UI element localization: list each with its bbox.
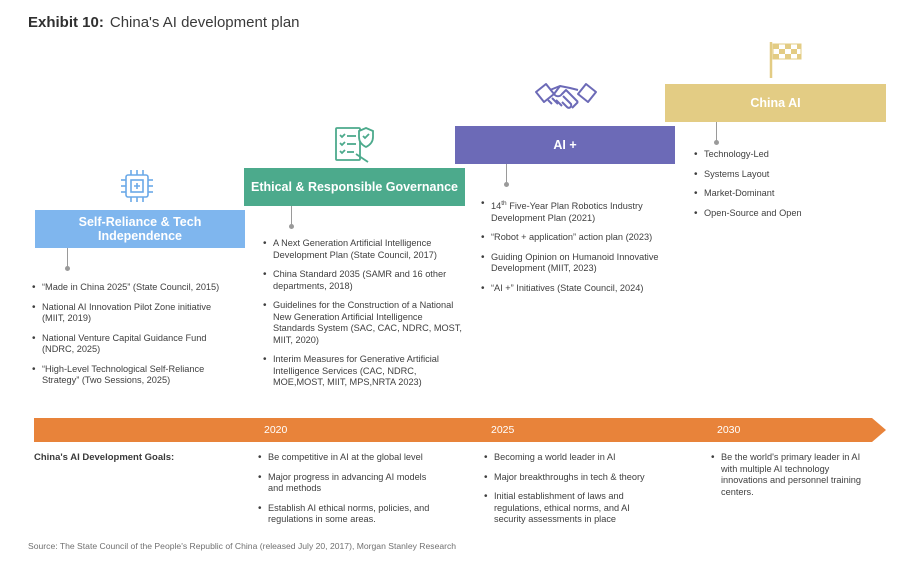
source-note: Source: The State Council of the People's Republic of China (released July 20, 2017), Morgan Stanley Research — [28, 541, 457, 551]
list-item: • Major breakthroughs in tech & theory — [484, 472, 659, 484]
year-label: 2025 — [491, 424, 515, 436]
goals-2020-list — [258, 452, 438, 534]
list-item: • National Venture Capital Guidance Fund (NDRC, 2025) — [32, 333, 232, 356]
circuit-chip-icon — [117, 166, 157, 206]
list-item: • A Next Generation Artificial Intelligence Development Plan (State Council, 2017) — [263, 238, 463, 261]
connector-dot — [289, 224, 294, 229]
list-item: • Be the world's primary leader in AI with multiple AI technology innovations and personnel training centers. — [711, 452, 876, 498]
list-item: • “High-Level Technological Self-Reliance Strategy” (Two Sessions, 2025) — [32, 364, 232, 387]
stage-china-ai: China AI — [665, 84, 886, 122]
list-item: • Guidelines for the Construction of a National New Generation Artificial Intelligence Standards System (SAC, CAC, NDRC, MOST, MIIT, 2020) — [263, 300, 463, 346]
connector-dot — [504, 182, 509, 187]
list-item: • “Made in China 2025” (State Council, 2015) — [32, 282, 232, 294]
list-item: • Technology-Led — [694, 149, 874, 161]
list-item: • Systems Layout — [694, 169, 874, 181]
stage-ethical-governance: Ethical & Responsible Governance — [244, 168, 465, 206]
year-label: 2020 — [264, 424, 288, 436]
connector-line — [716, 122, 717, 142]
list-item: • “AI +” Initiatives (State Council, 2024) — [481, 283, 671, 295]
connector-line — [506, 164, 507, 184]
handshake-icon — [534, 80, 598, 120]
timeline-arrow — [34, 418, 886, 442]
exhibit-label: Exhibit 10: — [28, 14, 104, 31]
stage-ai-plus: AI + — [455, 126, 675, 164]
list-item: • National AI Innovation Pilot Zone initiative (MIIT, 2019) — [32, 302, 232, 325]
list-item: • Interim Measures for Generative Artificial Intelligence Services (CAC, NDRC, MOE,MOST, MIIT, MPS,NRTA 2023) — [263, 354, 463, 389]
connector-line — [291, 206, 292, 226]
checkered-flag-icon — [766, 40, 806, 80]
list-item: • Initial establishment of laws and regulations, ethical norms, and AI security assessments in place — [484, 491, 659, 526]
list-item: • Guiding Opinion on Humanoid Innovative Development (MIIT, 2023) — [481, 252, 671, 275]
connector-dot — [65, 266, 70, 271]
list-item: • China Standard 2035 (SAMR and 16 other departments, 2018) — [263, 269, 463, 292]
connector-line — [67, 248, 68, 268]
stage-self-reliance: Self-Reliance & Tech Independence — [35, 210, 245, 248]
goals-2030-list — [711, 452, 876, 506]
exhibit-title-text: China's AI development plan — [109, 14, 300, 31]
list-item: • Major progress in advancing AI models and methods — [258, 472, 438, 495]
list-item: • Becoming a world leader in AI — [484, 452, 659, 464]
list-item: • Establish AI ethical norms, policies, and regulations in some areas. — [258, 503, 438, 526]
list-item: • Open-Source and Open — [694, 208, 874, 220]
stage-1-list — [32, 282, 232, 395]
exhibit-title — [28, 14, 300, 31]
list-item: • “Robot + application” action plan (2023) — [481, 232, 671, 244]
stage-2-list — [263, 238, 463, 397]
connector-dot — [714, 140, 719, 145]
list-item: • Market-Dominant — [694, 188, 874, 200]
goals-2025-list — [484, 452, 659, 534]
stage-4-list — [694, 149, 874, 227]
checklist-shield-icon — [332, 124, 376, 164]
list-item — [481, 198, 671, 224]
year-label: 2030 — [717, 424, 741, 436]
list-item-sup: th — [501, 200, 507, 207]
list-item: • Be competitive in AI at the global level — [258, 452, 438, 464]
stage-3-list — [481, 198, 671, 302]
goals-label: China's AI Development Goals: — [34, 452, 175, 463]
list-item-rest: Five-Year Plan Robotics Industry Development Plan (2021) — [491, 201, 643, 223]
list-item-num: 14 — [491, 201, 502, 212]
